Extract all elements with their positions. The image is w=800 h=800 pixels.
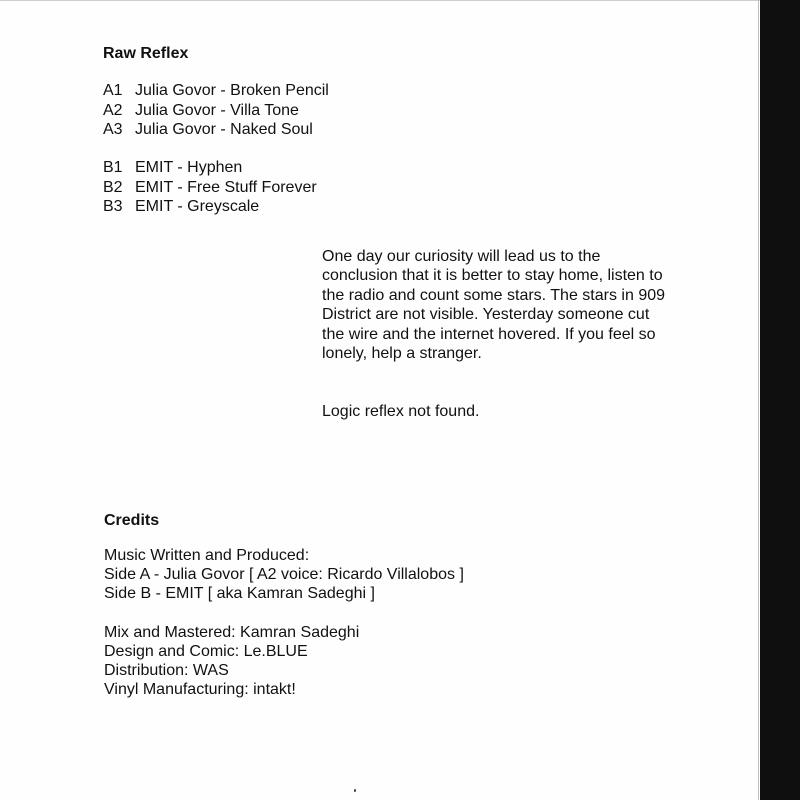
print-speck — [354, 789, 356, 792]
track-title: Julia Govor - Villa Tone — [135, 101, 299, 119]
track-title: EMIT - Free Stuff Forever — [135, 178, 317, 196]
side-a-tracklist — [103, 81, 329, 140]
track-a1 — [103, 81, 329, 101]
liner-notes-tagline: Logic reflex not found. — [322, 403, 480, 420]
side-b-tracklist — [103, 158, 317, 217]
credit-line: Music Written and Produced: — [104, 547, 310, 564]
track-b2 — [103, 178, 317, 198]
track-title: Julia Govor - Broken Pencil — [135, 82, 329, 99]
track-title: EMIT - Greyscale — [135, 198, 260, 215]
scan-edge-strip — [760, 0, 800, 800]
credits-title: Credits — [104, 512, 160, 529]
sheet-edge-line — [758, 0, 759, 800]
liner-notes-paragraph: One day our curiosity will lead us to the conclusion that it is better to stay home, listen to the radio and count some stars. The stars in 909 District are not visible. Yesterday someone cut the wire and the internet hovered. If you feel so lonely, help a stranger. — [322, 248, 666, 363]
track-position: B3 — [103, 198, 123, 215]
track-position: A2 — [103, 101, 123, 119]
track-a2 — [103, 101, 329, 121]
credit-line: Mix and Mastered: Kamran Sadeghi — [104, 624, 360, 641]
track-title: Julia Govor - Naked Soul — [135, 121, 313, 138]
track-b3 — [103, 197, 317, 217]
track-b1 — [103, 158, 317, 178]
track-position: A1 — [103, 82, 123, 99]
track-title: EMIT - Hyphen — [135, 159, 243, 176]
track-position: B2 — [103, 178, 123, 196]
track-position: A3 — [103, 121, 123, 138]
credits-production-block — [104, 623, 359, 699]
credit-line: Side B - EMIT [ aka Kamran Sadeghi ] — [104, 585, 375, 602]
credit-line: Vinyl Manufacturing: intakt! — [104, 681, 296, 698]
credit-line: Design and Comic: Le.BLUE — [104, 643, 308, 660]
credit-line: Side A - Julia Govor [ A2 voice: Ricardo Villalobos ] — [104, 566, 464, 583]
credit-line: Distribution: WAS — [104, 662, 229, 679]
credits-music-block — [104, 546, 464, 603]
track-a3 — [103, 120, 329, 140]
release-title: Raw Reflex — [103, 45, 189, 62]
track-position: B1 — [103, 159, 123, 176]
